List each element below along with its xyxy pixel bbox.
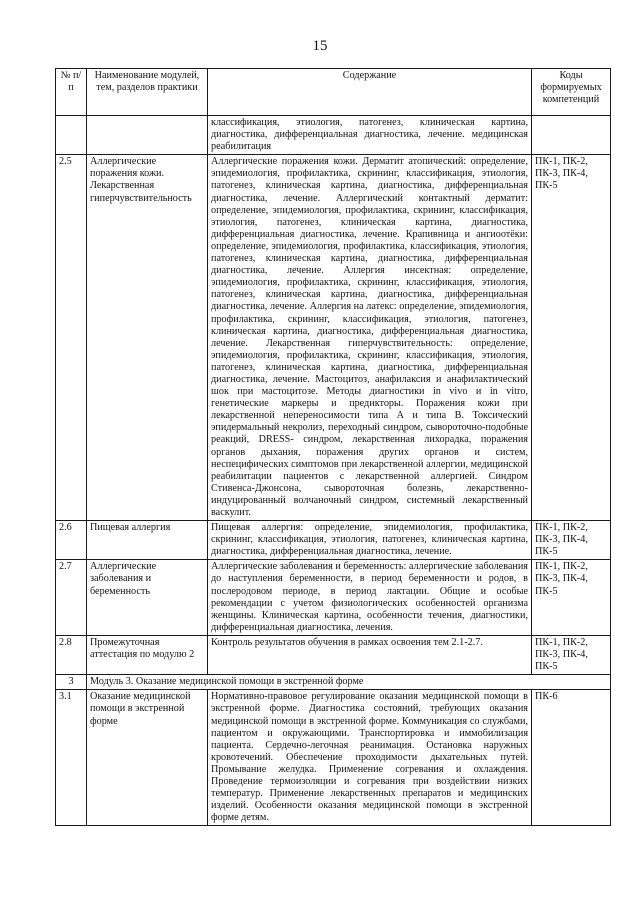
- row-content: Пищевая аллергия: определение, эпидемиология, профилактика, скрининг, классификация, этиология, патогенез, клиническая картина, диагностика, дифференциальная диагностика, лечение.: [208, 521, 532, 560]
- row-name: [87, 116, 208, 155]
- row-codes: ПК-1, ПК-2, ПК-3, ПК-4, ПК-5: [532, 560, 611, 636]
- row-codes: ПК-1, ПК-2, ПК-3, ПК-4, ПК-5: [532, 155, 611, 521]
- row-name: Аллергические заболевания и беременность: [87, 560, 208, 636]
- row-codes: [532, 116, 611, 155]
- row-content: Аллергические поражения кожи. Дерматит атопический: определение, эпидемиология, профилактика, скрининг, классификация, этиология, патогенез, клиническая картина, диагностика, дифференциальная диагностика, лечение. Аллергический контактный дерматит: определение, эпидемиология, профилактика, скрининг, классификация, этиология, патогенез, клиническая картина, диагностика, дифференциальная диагностика, лечение. Крапивница и ангиоотёки: определение, эпидемиология, профилактика, классификация, этиология, патогенез, клиническая картина, диагностика, дифференциальная диагностика, лечение. Аллергия инсектная: определение, эпидемиология, профилактика, скрининг, классификация, этиология, патогенез, клиническая картина, диагностика, дифференциальная диагностика, лечение. Аллергия на латекс: определение, эпидемиология, профилактика, скрининг, классификация, этиология, патогенез, клиническая картина, диагностика, дифференциальная диагностика, лечение. Лекарственная гиперчувствительность: определение, эпидемиология, профилактика, скрининг, классификация, этиология, патогенез, клиническая картина, диагностика, дифференциальная диагностика, лечение. Мастоцитоз, анафилаксия и анафилактический шок при мастоцитозе. Методы диагностики in vivo и in vitro, генетические маркеры и предикторы. Поражения кожи при лекарственной непереносимости типа А и типа В. Токсический эпидермальный некролиз, переходный синдром, сывороточно-подобные реакций, DRESS- синдром, лекарственная лихорадка, поражения органов дыхания, поражения других органов и систем, неспецифических симптомов при лекарственной аллергии, медицинской реабилитации пациентов с лекарственной аллергией. Синдром Стивенса-Джонсона, сывороточная болезнь, лекарственно-индуцированный волчаночный синдром, системный лекарственный васкулит.: [208, 155, 532, 521]
- row-num: 2.6: [56, 521, 87, 560]
- row-name: Промежуточная аттестация по модулю 2: [87, 635, 208, 674]
- row-codes: ПК-6: [532, 690, 611, 826]
- row-content: Нормативно-правовое регулирование оказания медицинской помощи в экстренной форме. Диагностика состояний, требующих оказания медицинской помощи в экстренной форме. Коммуникация со службами, пациентом и окружающими. Транспортировка и иммобилизация пациента. Сердечно-легочная реанимация. Остановка наружных кровотечений. Обеспечение проходимости дыхательных путей. Промывание желудка. Применение согревания и охлаждения. Проведение термоизоляции и согревания при воздействии низких температур. Применение лекарственных препаратов и медицинских изделий. Особенности оказания медицинской помощи в экстренной форме детям.: [208, 690, 532, 826]
- row-num: [56, 116, 87, 155]
- table-row: [56, 635, 611, 674]
- table-row: [56, 690, 611, 826]
- row-codes: ПК-1, ПК-2, ПК-3, ПК-4, ПК-5: [532, 635, 611, 674]
- header-num: № п/п: [56, 69, 87, 116]
- page-number: 15: [312, 38, 328, 54]
- header-codes: Коды формируемых компетенций: [532, 69, 611, 116]
- row-name: Аллергические поражения кожи. Лекарственная гиперчувствительность: [87, 155, 208, 521]
- row-num: 3.1: [56, 690, 87, 826]
- header-name: Наименование модулей, тем, разделов практики: [87, 69, 208, 116]
- table-row: [56, 521, 611, 560]
- table-row: [56, 560, 611, 636]
- table-header-row: [56, 69, 611, 116]
- curriculum-table: [55, 68, 611, 826]
- row-num: 2.7: [56, 560, 87, 636]
- table-row-continuation: [56, 116, 611, 155]
- row-num: 2.8: [56, 635, 87, 674]
- row-content: Контроль результатов обучения в рамках освоения тем 2.1-2.7.: [208, 635, 532, 674]
- table-row: [56, 155, 611, 521]
- row-codes: ПК-1, ПК-2, ПК-3, ПК-4, ПК-5: [532, 521, 611, 560]
- row-name: Пищевая аллергия: [87, 521, 208, 560]
- row-name: Оказание медицинской помощи в экстренной форме: [87, 690, 208, 826]
- module-title: Модуль 3. Оказание медицинской помощи в экстренной форме: [87, 675, 611, 690]
- row-num: 2.5: [56, 155, 87, 521]
- module-num: 3: [56, 675, 87, 690]
- row-content: классификация, этиология, патогенез, клиническая картина, диагностика, дифференциальная диагностика, лечение. медицинская реабилитация: [208, 116, 532, 155]
- row-content: Аллергические заболевания и беременность: аллергические заболевания до наступления беременности, в период беременности и родов, в послеродовом периоде, в период лактации. Общие и особые рекомендации с учетом физиологических особенностей организма женщины. Клиническая картина, особенности течения, диагностики, дифференциальная диагностика, лечения.: [208, 560, 532, 636]
- module-row: [56, 675, 611, 690]
- header-content: Содержание: [208, 69, 532, 116]
